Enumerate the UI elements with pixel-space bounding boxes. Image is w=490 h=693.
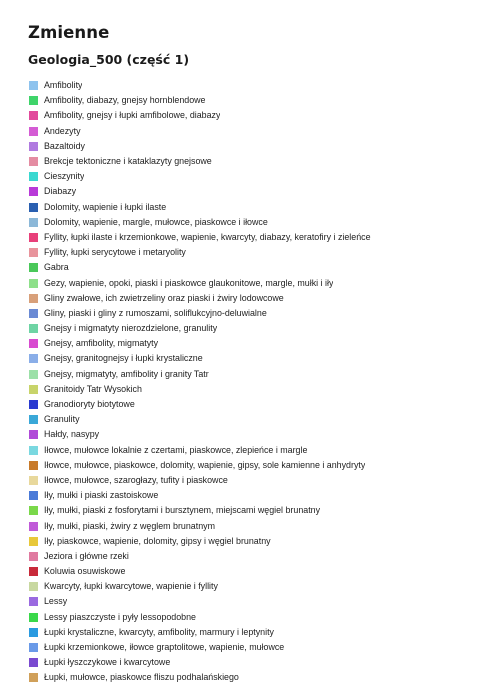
color-swatch-icon [29,643,38,652]
legend-item-label: Gnejsy, granitognejsy i łupki krystaliczne [44,353,203,364]
color-swatch-icon [29,597,38,606]
legend-item [28,184,478,199]
color-swatch-icon [29,415,38,424]
color-swatch-icon [29,370,38,379]
legend-item [28,534,478,549]
color-swatch-icon [29,81,38,90]
color-swatch-icon [29,96,38,105]
color-swatch-icon [29,203,38,212]
color-swatch-icon [29,658,38,667]
color-swatch-icon [29,187,38,196]
legend-item [28,230,478,245]
legend-item [28,382,478,397]
color-swatch-icon [29,461,38,470]
legend-item-label: Iłowce, mułowce lokalnie z czertami, piaskowce, zlepieńce i margle [44,444,308,455]
legend-item-label: Jeziora i główne rzeki [44,550,129,561]
color-swatch-icon [29,263,38,272]
legend-item [28,200,478,215]
legend-item [28,275,478,290]
legend-item [28,564,478,579]
legend-item-label: Amfibolity, gnejsy i łupki amfibolowe, diabazy [44,110,221,121]
legend-item [28,260,478,275]
color-swatch-icon [29,142,38,151]
legend-panel [28,22,478,686]
color-swatch-icon [29,127,38,136]
legend-item [28,154,478,169]
legend-item-label: Gnejsy i migmatyty nierozdzielone, granulity [44,323,218,334]
legend-item-label: Gnejsy, migmatyty, amfibolity i granity Tatr [44,368,209,379]
color-swatch-icon [29,172,38,181]
legend-item [28,397,478,412]
legend-item [28,473,478,488]
legend-item [28,124,478,139]
color-swatch-icon [29,552,38,561]
color-swatch-icon [29,613,38,622]
legend-item [28,610,478,625]
color-swatch-icon [29,354,38,363]
legend-item [28,458,478,473]
legend-item-label: Iły, mułki i piaski zastoiskowe [44,490,159,501]
color-swatch-icon [29,309,38,318]
legend-item-label: Iłowce, mułowce, piaskowce, dolomity, wapienie, gipsy, sole kamienne i anhydryty [44,459,366,470]
legend-item-label: Amfibolity, diabazy, gnejsy hornblendowe [44,95,206,106]
legend-item-label: Fyllity, łupki ilaste i krzemionkowe, wapienie, kwarcyty, diabazy, keratofiry i zieleńce [44,231,371,242]
legend-item-label: Diabazy [44,186,77,197]
color-swatch-icon [29,491,38,500]
legend-item [28,670,478,685]
legend-item [28,306,478,321]
color-swatch-icon [29,324,38,333]
legend-item [28,291,478,306]
legend-item-label: Fyllity, łupki serycytowe i metaryolity [44,247,186,258]
legend-item-label: Gezy, wapienie, opoki, piaski i piaskowce glaukonitowe, margle, mułki i iły [44,277,334,288]
color-swatch-icon [29,582,38,591]
legend-item [28,321,478,336]
color-swatch-icon [29,446,38,455]
legend-list [28,78,478,686]
legend-item [28,215,478,230]
legend-item [28,93,478,108]
legend-item [28,518,478,533]
color-swatch-icon [29,339,38,348]
legend-item-label: Iłowce, mułowce, szarogłazy, tufity i piaskowce [44,474,228,485]
legend-item [28,108,478,123]
legend-item [28,169,478,184]
legend-item [28,625,478,640]
legend-item-label: Iły, mułki, piaski z fosforytami i bursztynem, miejscami węgiel brunatny [44,505,321,516]
color-swatch-icon [29,430,38,439]
legend-item [28,336,478,351]
color-swatch-icon [29,111,38,120]
color-swatch-icon [29,248,38,257]
color-swatch-icon [29,537,38,546]
legend-item [28,367,478,382]
color-swatch-icon [29,294,38,303]
color-swatch-icon [29,476,38,485]
legend-item-label: Dolomity, wapienie, margle, mułowce, piaskowce i iłowce [44,216,268,227]
color-swatch-icon [29,522,38,531]
legend-item [28,594,478,609]
legend-item-label: Granitoidy Tatr Wysokich [44,383,142,394]
legend-item-label: Andezyty [44,125,81,136]
legend-item-label: Łupki, mułowce, piaskowce fliszu podhalańskiego [44,672,239,683]
legend-item-label: Granodioryty biotytowe [44,399,135,410]
color-swatch-icon [29,673,38,682]
legend-item [28,640,478,655]
legend-item-label: Hałdy, nasypy [44,429,100,440]
legend-item-label: Bazaltoidy [44,140,85,151]
legend-item [28,427,478,442]
page-title: Zmienne [28,23,110,42]
legend-item [28,245,478,260]
legend-item [28,351,478,366]
legend-item-label: Cieszynity [44,171,85,182]
legend-item-label: Gabra [44,262,69,273]
legend-item [28,139,478,154]
legend-item-label: Iły, mułki, piaski, żwiry z węglem brunatnym [44,520,215,531]
legend-item-label: Gliny zwałowe, ich zwietrzeliny oraz piaski i żwiry lodowcowe [44,292,284,303]
color-swatch-icon [29,218,38,227]
legend-item-label: Granulity [44,414,80,425]
legend-item [28,549,478,564]
legend-item-label: Gnejsy, amfibolity, migmatyty [44,338,159,349]
legend-item-label: Dolomity, wapienie i łupki ilaste [44,201,167,212]
color-swatch-icon [29,233,38,242]
legend-item-label: Iły, piaskowce, wapienie, dolomity, gipsy i węgiel brunatny [44,535,271,546]
legend-item-label: Łupki krzemionkowe, iłowce graptolitowe, wapienie, mułowce [44,642,285,653]
legend-item-label: Gliny, piaski i gliny z rumoszami, soliflukcyjno-deluwialne [44,307,267,318]
legend-item [28,412,478,427]
color-swatch-icon [29,628,38,637]
legend-item-label: Lessy [44,596,68,607]
color-swatch-icon [29,157,38,166]
legend-item [28,488,478,503]
color-swatch-icon [29,506,38,515]
legend-item-label: Brekcje tektoniczne i kataklazyty gnejsowe [44,156,212,167]
color-swatch-icon [29,279,38,288]
legend-item-label: Łupki łyszczykowe i kwarcytowe [44,657,171,668]
layer-name: Geologia_500 (część 1) [28,52,190,67]
color-swatch-icon [29,400,38,409]
color-swatch-icon [29,567,38,576]
legend-item-label: Lessy piaszczyste i pyły lessopodobne [44,611,196,622]
legend-item [28,579,478,594]
legend-item-label: Łupki krystaliczne, kwarcyty, amfibolity, marmury i leptynity [44,626,274,637]
legend-item [28,655,478,670]
color-swatch-icon [29,385,38,394]
legend-item-label: Kwarcyty, łupki kwarcytowe, wapienie i fyllity [44,581,218,592]
legend-item-label: Amfibolity [44,80,83,91]
legend-item [28,503,478,518]
legend-item [28,443,478,458]
legend-item [28,78,478,93]
legend-item-label: Koluwia osuwiskowe [44,566,126,577]
